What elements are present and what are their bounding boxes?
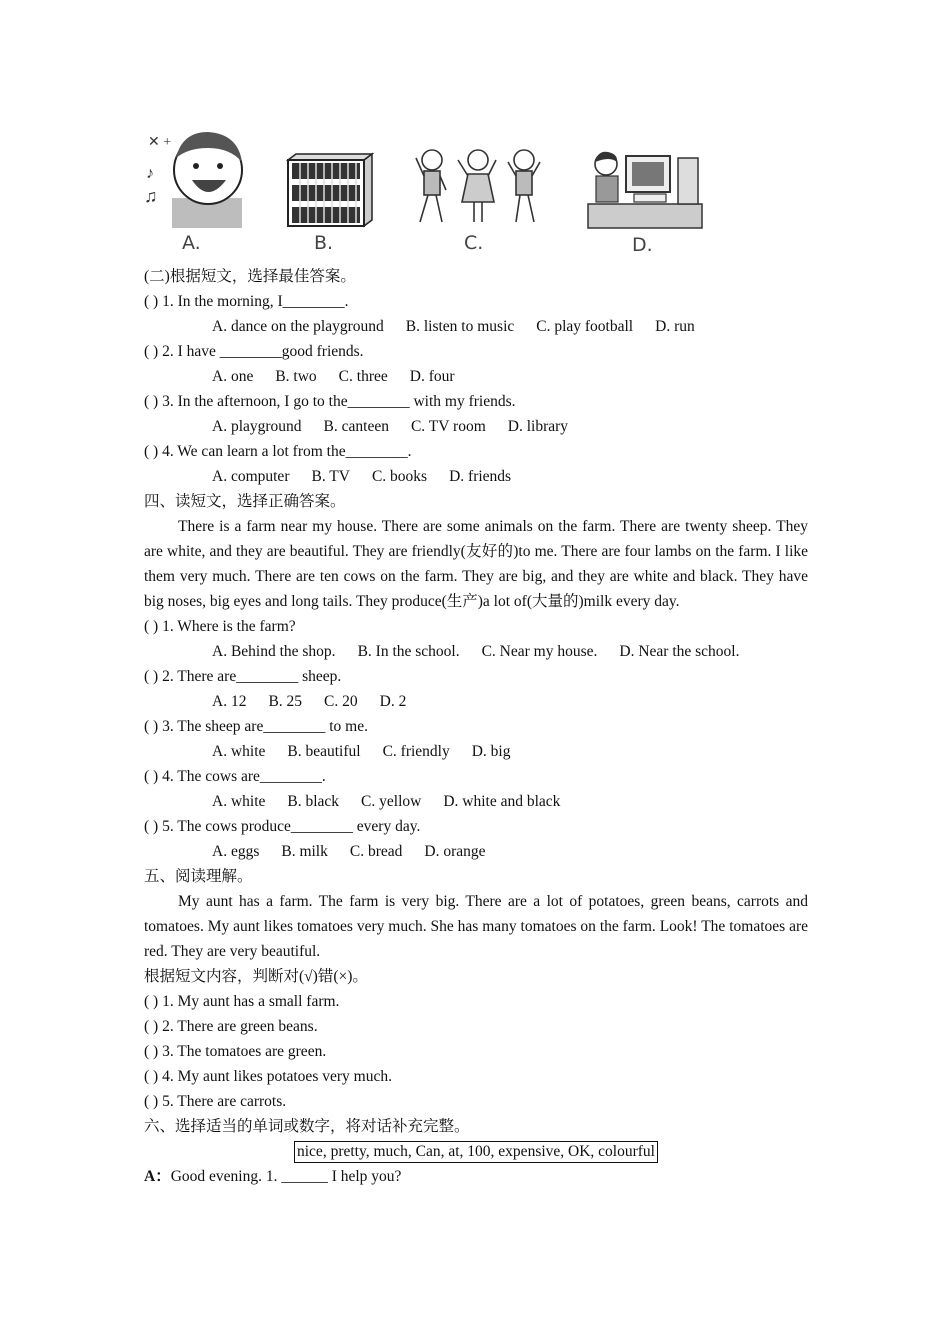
- true-false-item: ( ) 4. My aunt likes potatoes very much.: [144, 1068, 392, 1085]
- picture-c: [412, 146, 552, 254]
- picture-b: [286, 152, 374, 254]
- option: D. friends: [449, 468, 512, 485]
- option: D. library: [507, 418, 569, 435]
- question-options: [144, 414, 808, 439]
- question-stem: ( ) 1. In the morning, I________.: [144, 293, 349, 310]
- question-stem: ( ) 3. In the afternoon, I go to the________ with my friends.: [144, 393, 516, 410]
- children-dancing-icon: [412, 146, 552, 228]
- speaker-label: A：: [144, 1168, 171, 1185]
- instruction: 根据短文内容，判断对(√)错(×)。: [144, 968, 368, 985]
- question-options: [144, 789, 808, 814]
- question-options: [144, 314, 808, 339]
- option: B. canteen: [323, 418, 389, 435]
- question-stem: ( ) 3. The sheep are________ to me.: [144, 718, 368, 735]
- true-false-item: ( ) 2. There are green beans.: [144, 1018, 318, 1035]
- option: A. 12: [212, 693, 247, 710]
- option: C. TV room: [410, 418, 486, 435]
- boy-singing-icon: [142, 118, 252, 230]
- option: D. orange: [424, 843, 486, 860]
- option: C. yellow: [361, 793, 422, 810]
- question-stem: ( ) 4. The cows are________.: [144, 768, 326, 785]
- question-stem: ( ) 5. The cows produce________ every day.: [144, 818, 421, 835]
- option: D. run: [655, 318, 695, 335]
- option: B. milk: [281, 843, 328, 860]
- option: D. Near the school.: [619, 643, 740, 660]
- option: C. Near my house.: [481, 643, 598, 660]
- dialogue-line: [144, 1164, 808, 1189]
- question-stem: ( ) 2. I have ________good friends.: [144, 343, 364, 360]
- reading-passage: My aunt has a farm. The farm is very big. There are a lot of potatoes, green beans, carrots and tomatoes. My aunt likes tomatoes very much. She has many tomatoes on the farm. Look! The tomatoes are red. They are very beautiful.: [144, 893, 808, 960]
- option: D. 2: [379, 693, 407, 710]
- option: C. 20: [324, 693, 358, 710]
- option: B. In the school.: [357, 643, 460, 660]
- svg-text:♫: ♫: [144, 186, 158, 206]
- picture-row: [140, 118, 720, 258]
- picture-a: [142, 118, 252, 254]
- section-heading: 五、阅读理解。: [144, 868, 253, 885]
- question-stem: ( ) 2. There are________ sheep.: [144, 668, 342, 685]
- word-bank: [144, 1139, 808, 1164]
- section-heading: (二)根据短文，选择最佳答案。: [144, 268, 356, 285]
- option: C. play football: [536, 318, 634, 335]
- option: A. one: [212, 368, 254, 385]
- picture-label: C.: [464, 232, 484, 254]
- option: B. TV: [311, 468, 350, 485]
- true-false-item: ( ) 1. My aunt has a small farm.: [144, 993, 340, 1010]
- true-false-item: ( ) 5. There are carrots.: [144, 1093, 287, 1110]
- option: A. computer: [212, 468, 290, 485]
- option: D. big: [471, 743, 511, 760]
- true-false-item: ( ) 3. The tomatoes are green.: [144, 1043, 327, 1060]
- option: A. Behind the shop.: [212, 643, 336, 660]
- option: C. friendly: [382, 743, 450, 760]
- bookshelf-icon: [286, 152, 374, 228]
- question-options: [144, 739, 808, 764]
- option: C. books: [371, 468, 428, 485]
- option: A. eggs: [212, 843, 260, 860]
- question-stem: ( ) 1. Where is the farm?: [144, 618, 296, 635]
- option: A. white: [212, 743, 266, 760]
- section-heading: 四、读短文，选择正确答案。: [144, 493, 346, 510]
- option: B. 25: [268, 693, 303, 710]
- picture-label: A.: [182, 232, 201, 254]
- svg-text:♪: ♪: [146, 165, 154, 182]
- question-options: [144, 839, 808, 864]
- option: B. listen to music: [405, 318, 515, 335]
- svg-text:✕ +: ✕ +: [148, 135, 172, 150]
- question-options: [144, 689, 808, 714]
- option: B. two: [275, 368, 317, 385]
- option: B. beautiful: [287, 743, 361, 760]
- option: B. black: [287, 793, 340, 810]
- word-bank-box: nice, pretty, much, Can, at, 100, expensive, OK, colourful: [294, 1141, 658, 1163]
- worksheet-content: [144, 264, 808, 1189]
- picture-label: D.: [632, 234, 653, 256]
- computer-icon: [586, 148, 704, 230]
- reading-passage: There is a farm near my house. There are some animals on the farm. There are twenty sheep. They are white, and they are beautiful. They are friendly(友好的)to me. There are four lambs on the farm. I like them very much. There are ten cows on the farm. They are big, and they are white and black. They have big noses, big eyes and long tails. They produce(生产)a lot of(大量的)milk every day.: [144, 518, 808, 610]
- dialogue-text: Good evening. 1. ______ I help you?: [170, 1168, 402, 1185]
- section-heading: 六、选择适当的单词或数字，将对话补充完整。: [144, 1118, 470, 1135]
- option: D. four: [409, 368, 455, 385]
- option: C. bread: [349, 843, 403, 860]
- question-options: [144, 639, 808, 664]
- option: D. white and black: [443, 793, 561, 810]
- option: A. white: [212, 793, 266, 810]
- question-options: [144, 364, 808, 389]
- picture-d: [586, 148, 704, 256]
- option: A. dance on the playground: [212, 318, 384, 335]
- question-stem: ( ) 4. We can learn a lot from the________.: [144, 443, 412, 460]
- question-options: [144, 464, 808, 489]
- option: A. playground: [212, 418, 302, 435]
- picture-label: B.: [314, 232, 334, 254]
- option: C. three: [338, 368, 388, 385]
